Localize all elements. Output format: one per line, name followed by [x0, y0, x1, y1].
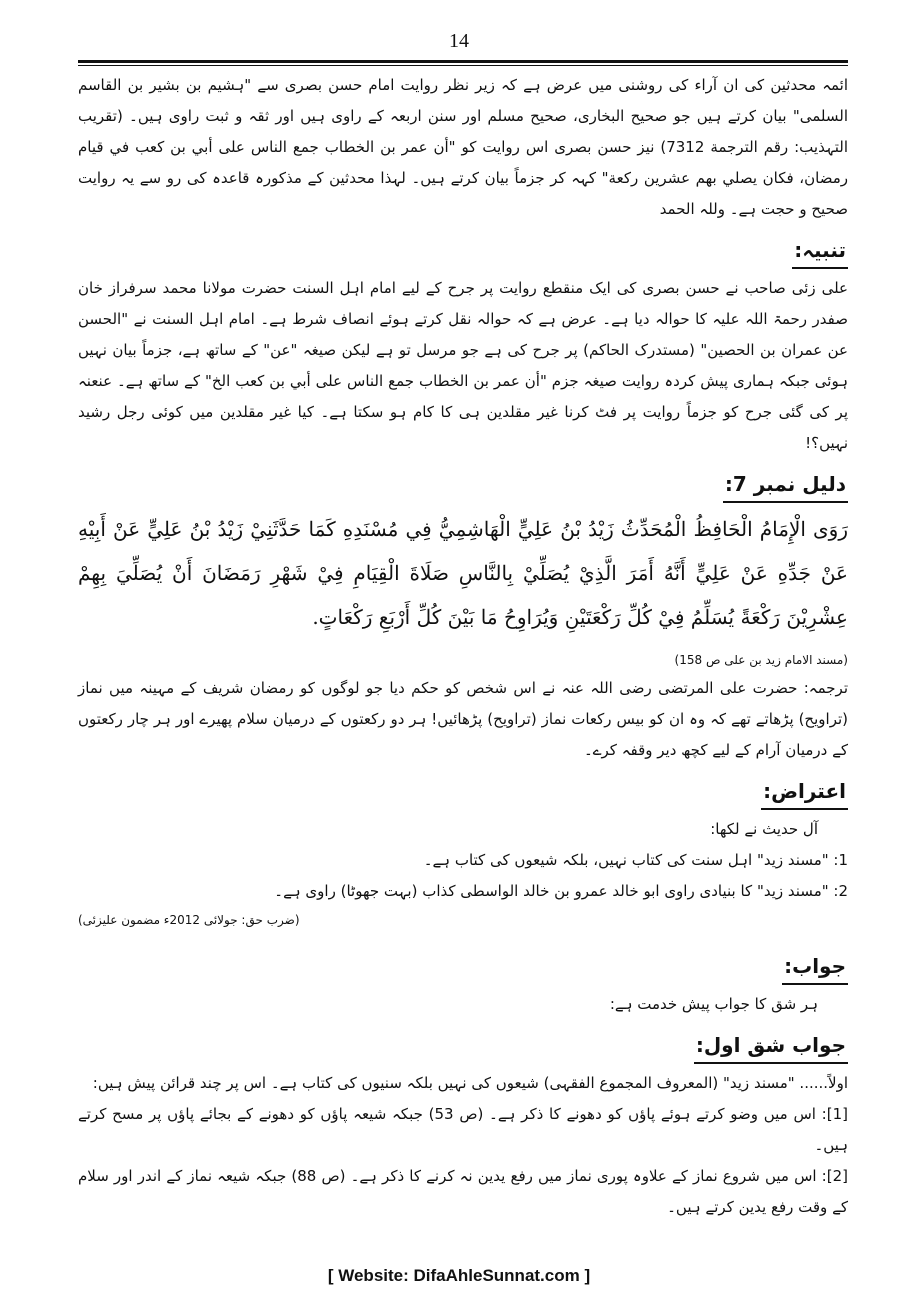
- intro-paragraph: ائمہ محدثین کی ان آراء کی روشنی میں عرض ہے کہ زیر نظر روایت امام حسن بصری سے "ہشیم بن بشیر بن القاسم السلمی" بیان کرتے ہیں جو صحیح البخاری، صحیح مسلم اور سنن اربعہ کے راوی ہیں اور ثقہ و ثبت راوی ہیں۔ (تقریب التہذیب: رقم الترجمة 7312) نیز حسن بصری اس روایت کو "أن عمر بن الخطاب جمع الناس علی أبي بن کعب في قیام رمضان، فکان یصلي بهم عشرین رکعة" کہہ کر جزماً بیان کرتے ہیں۔ لہذا محدثین کے مذکورہ قاعدہ کی رو سے یہ روایت صحیح و حجت ہے۔ وللہ الحمد: [78, 76, 848, 218]
- page-content: [78, 70, 848, 1223]
- arabic-hadith: رَوَى الْإِمَامُ الْحَافِظُ الْمُحَدِّثُ زَيْدُ بْنُ عَلِيٍّ الْهَاشِمِيُّ فِي مُسْنَدِهِ كَمَا حَدَّثَنِيْ زَيْدُ بْنُ عَلِيٍّ عَنْ أَبِيْهِ عَنْ جَدِّهِ عَنْ عَلِيٍّ أَنَّهُ أَمَرَ الَّذِيْ يُصَلِّيْ بِالنَّاسِ صَلَاةَ الْقِيَامِ فِيْ شَهْرِ رَمَضَانَ أَنْ يُصَلِّيَ بِهِمْ عِشْرِيْنَ رَكْعَةً يُسَلِّمُ فِيْ كُلِّ رَكْعَتَيْنِ وَيُرَاوِحُ مَا بَيْنَ كُلِّ أَرْبَعِ رَكْعَاتٍ.: [78, 517, 848, 629]
- website-footer: [ Website: DifaAhleSunnat.com ]: [327, 1266, 591, 1285]
- header-rule: [78, 60, 848, 63]
- page-number: 14: [449, 30, 469, 52]
- point-1: [1]: اس میں وضو کرتے ہوئے پاؤں کو دھونے کا ذکر ہے۔ (ص 53) جبکہ شیعہ پاؤں کو دھونے کے بجائے پاؤں پر مسح کرتے ہیں۔: [78, 1105, 848, 1154]
- translation-paragraph: ترجمہ: حضرت علی المرتضی رضی اللہ عنہ نے اس شخص کو حکم دیا جو لوگوں کو رمضان شریف کے مہینہ میں نماز (تراویح) پڑھاتے تھے کہ وہ ان کو بیس رکعات نماز (تراویح) پڑھائیں! ہر دو رکعتوں کے درمیان سلام پھیرے اور ہر چار رکعتوں کے درمیان آرام کے لیے کچھ دیر وقفہ کرے۔: [78, 679, 848, 759]
- point-2: [2]: اس میں شروع نماز کے علاوہ پوری نماز میں رفع یدین نہ کرنے کا ذکر ہے۔ (ص 88) جبکہ شیعہ نماز کے اندر اور سلام کے وقت رفع یدین کرتے ہیں۔: [78, 1167, 848, 1216]
- tanbih-paragraph: علی زئی صاحب نے حسن بصری کی ایک منقطع روایت پر جرح کے لیے امام اہل السنت حضرت مولانا محمد سرفراز خان صفدر رحمۃ اللہ علیہ کا حوالہ دیا ہے۔ عرض ہے کہ حوالہ نقل کرتے ہوئے انصاف شرط ہے۔ امام اہل السنت نے "الحسن عن عمران بن الحصین" (مستدرک الحاکم) پر جرح کی ہے جو مرسل تو ہے لیکن صیغہ "عن" کے ساتھ ہے، جزماً بیان نہیں ہوئی جبکہ ہماری پیش کردہ روایت صیغہ جزم "أن عمر بن الخطاب جمع الناس علی أبي بن کعب الخ" کے ساتھ ہے۔ عنعنہ پر کی گئی جرح کو جزماً روایت پر فٹ کرنا غیر مقلدین ہی کا کام ہو سکتا ہے۔ کیا غیر مقلدین میں کوئی رجل رشید نہیں؟!: [78, 279, 848, 452]
- tanbih-heading: تنبیہ:: [792, 233, 848, 269]
- dalil-heading: دلیل نمبر 7:: [723, 467, 848, 503]
- jawab-heading: جواب:: [782, 949, 848, 985]
- itiraz-point-1: 1: "مسند زید" اہل سنت کی کتاب نہیں، بلکہ شیعوں کی کتاب ہے۔: [423, 851, 848, 869]
- jawab-intro: ہر شق کا جواب پیش خدمت ہے:: [609, 995, 818, 1013]
- itiraz-intro: آل حدیث نے لکھا:: [710, 820, 818, 838]
- jawab-awwal-heading: جواب شق اول:: [694, 1028, 848, 1064]
- itiraz-reference: (ضرب حق: جولائی 2012ء مضمون علیزئی): [78, 913, 300, 927]
- awwal-paragraph: اولاً...... "مسند زید" (المعروف المجموع الفقہی) شیعوں کی نہیں بلکہ سنیوں کی کتاب ہے۔ اس پر چند قرائن پیش ہیں:: [92, 1074, 848, 1092]
- itiraz-point-2: 2: "مسند زید" کا بنیادی راوی ابو خالد عمرو بن خالد الواسطی کذاب (بہت جھوٹا) راوی ہے۔: [274, 882, 848, 900]
- hadith-reference: (مسند الامام زید بن علی ص 158): [674, 653, 848, 667]
- header-rule-thin: [78, 65, 848, 66]
- itiraz-heading: اعتراض:: [761, 774, 848, 810]
